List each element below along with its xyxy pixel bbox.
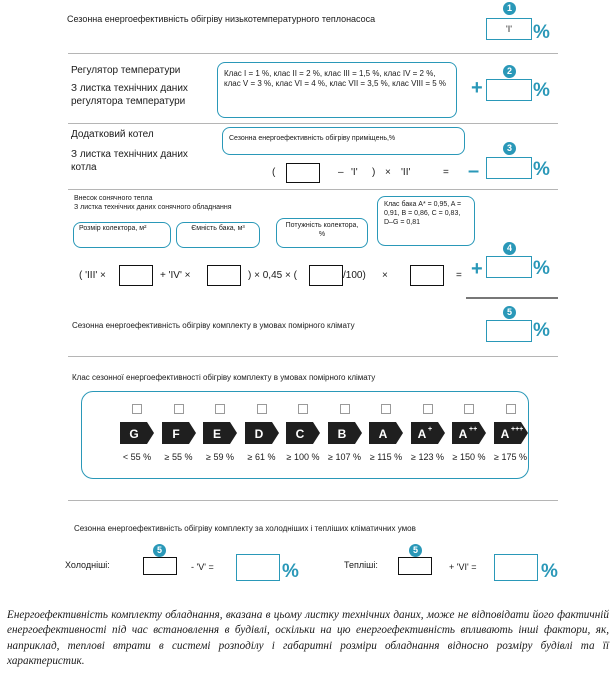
sec3-equals: = xyxy=(443,167,449,178)
sec7-warm-label: Тепліші: xyxy=(344,560,378,570)
warm-value-box[interactable] xyxy=(494,554,538,581)
class-arrow-Aplusplus xyxy=(452,422,486,444)
class-threshold: ≥ 100 % xyxy=(286,452,320,462)
sec1-title: Сезонна енергоефективність обігріву низькотемпературного теплонасоса xyxy=(67,14,376,24)
class-checkbox[interactable] xyxy=(132,404,142,414)
sec7-cold-label: Холодніші: xyxy=(65,560,110,570)
class-threshold: ≥ 59 % xyxy=(206,452,234,462)
class-threshold: < 55 % xyxy=(122,452,152,462)
sec3-times: × xyxy=(385,167,391,178)
cold-input[interactable] xyxy=(143,557,177,575)
class-arrow-Aplusplusplus xyxy=(494,422,528,444)
badge-3: 3 xyxy=(503,142,516,155)
sec4-title: Внесок сонячного тепла xyxy=(74,195,153,202)
badge-5: 5 xyxy=(503,306,516,319)
badge-2: 2 xyxy=(503,65,516,78)
class-checkbox[interactable] xyxy=(298,404,308,414)
sec4-plus: + xyxy=(471,258,483,280)
sec6-class-frame xyxy=(81,391,529,479)
sec2-value-box[interactable] xyxy=(486,79,532,101)
sec3-pct: % xyxy=(533,159,550,180)
sec2-subtitle: З листка технічних даних регулятора температури xyxy=(71,83,188,107)
divider-2 xyxy=(68,123,558,124)
divider-6 xyxy=(68,500,558,501)
sec3-open-paren: ( xyxy=(272,167,276,178)
sec4-tank-volume-input[interactable] xyxy=(207,265,241,286)
sec7-cold-op: - 'V' = xyxy=(191,562,214,572)
class-checkbox[interactable] xyxy=(464,404,474,414)
class-arrow-Aplus xyxy=(411,422,445,444)
badge-4: 4 xyxy=(503,242,516,255)
sec7-warm-op: + 'VI' = xyxy=(449,562,477,572)
sec4-f6: = xyxy=(456,270,462,281)
class-threshold: ≥ 107 % xyxy=(328,452,361,462)
class-plus: +++ xyxy=(510,426,523,433)
sec4-collector-size-input[interactable] xyxy=(119,265,153,286)
cold-value-box[interactable] xyxy=(236,554,280,581)
sec4-subtitle: З листка технічних даних сонячного обладнання xyxy=(74,204,232,211)
class-arrow-F xyxy=(162,422,196,444)
divider-5 xyxy=(68,356,558,357)
badge-5-cold: 5 xyxy=(153,544,166,557)
sec5-pct: % xyxy=(533,320,550,341)
sec4-f5: × xyxy=(382,270,388,281)
class-arrow-A xyxy=(369,422,403,444)
sec1-pct: % xyxy=(533,22,550,43)
class-plus: ++ xyxy=(469,426,478,433)
divider-3 xyxy=(68,189,558,190)
sec3-roman-1: 'I' xyxy=(351,167,358,178)
class-letter: A xyxy=(417,427,426,441)
class-arrow-G xyxy=(120,422,154,444)
class-checkbox[interactable] xyxy=(381,404,391,414)
sec3-boiler-input[interactable] xyxy=(286,163,320,183)
sec3-minus-text: – xyxy=(338,167,344,178)
sec7-warm-pct: % xyxy=(541,561,558,582)
class-arrow-D xyxy=(245,422,279,444)
sec3-boiler-efficiency-bubble: Сезонна енергоефективність обігріву приміщень,% xyxy=(222,127,465,155)
sec2-pct: % xyxy=(533,80,550,101)
class-threshold: ≥ 61 % xyxy=(247,452,276,462)
class-letter: D xyxy=(254,427,263,441)
sec4-collector-power-bubble: Потужність колектора, % xyxy=(276,218,368,248)
class-checkbox[interactable] xyxy=(506,404,516,414)
class-arrow-C xyxy=(286,422,320,444)
sec1-value-box[interactable] xyxy=(486,18,532,40)
sec3-close-paren: ) xyxy=(372,167,376,178)
sec4-tank-volume-bubble: Ємність бака, м³ xyxy=(176,222,260,248)
class-letter: E xyxy=(212,427,222,441)
class-letter: A xyxy=(378,427,388,441)
divider-1 xyxy=(68,53,558,54)
class-checkbox[interactable] xyxy=(257,404,267,414)
class-checkbox[interactable] xyxy=(174,404,184,414)
sec4-tank-class-bubble: Клас бака A* = 0,95, A = 0,91, B = 0,86, C = 0,83, D–G = 0,81 xyxy=(377,196,475,246)
sec4-collector-power-input[interactable] xyxy=(309,265,343,286)
class-checkbox[interactable] xyxy=(340,404,350,414)
sec4-collector-size-bubble: Розмір колектора, м² xyxy=(73,222,171,248)
class-checkbox[interactable] xyxy=(215,404,225,414)
sec5-title: Сезонна енергоефективність обігріву комплекту в умовах помірного клімату xyxy=(72,321,355,330)
class-checkbox[interactable] xyxy=(423,404,433,414)
sec4-f3: ) × 0,45 × ( xyxy=(248,270,297,281)
sec4-pct: % xyxy=(533,258,550,279)
sec4-f4: /100) xyxy=(343,270,366,281)
class-threshold: ≥ 123 % xyxy=(411,452,444,462)
class-plus: + xyxy=(427,426,432,433)
badge-5-warm: 5 xyxy=(409,544,422,557)
class-letter: A xyxy=(500,427,509,441)
sec3-minus: – xyxy=(468,160,480,182)
class-arrow-B xyxy=(328,422,362,444)
class-threshold: ≥ 115 % xyxy=(369,452,403,462)
class-letter: G xyxy=(129,427,139,441)
class-threshold: ≥ 55 % xyxy=(164,452,193,462)
sec4-f2: + 'IV' × xyxy=(160,270,191,281)
sec7-title: Сезонна енергоефективність обігріву комплекту за холодніших і тепліших кліматичних умов xyxy=(74,524,416,533)
sec6-title: Клас сезонної енергоефективності обігріву комплекту в умовах помірного клімату xyxy=(72,373,376,382)
sec1-box-label: 'I' xyxy=(506,24,512,34)
class-letter: B xyxy=(337,427,346,441)
sec4-f1: ( 'III' × xyxy=(79,270,106,281)
sec4-value-box[interactable] xyxy=(486,256,532,278)
class-threshold: ≥ 150 % xyxy=(452,452,486,462)
footer-note: Енергоефективність комплекту обладнання, вказана в цьому листку технічних даних, може не відповідати його фактичній енергоефективності під час встановлення в будівлі, оскільки на цю енергоефективність впливають інші фактори, як, наприклад, теплові втрати в системі розподілу і габаритні розміри обладнання відносно розміру будівлі та її характеристик. xyxy=(7,609,609,668)
class-threshold: ≥ 175 % xyxy=(494,452,527,462)
class-letter: A xyxy=(458,427,468,441)
sec3-value-box[interactable] xyxy=(486,157,532,179)
sec2-plus: + xyxy=(471,77,483,99)
sec3-title: Додатковий котел xyxy=(71,129,154,140)
sec2-title: Регулятор температури xyxy=(71,65,181,76)
class-letter: C xyxy=(295,427,305,441)
class-letter: F xyxy=(171,427,180,441)
sec3-roman-2: 'II' xyxy=(401,167,411,178)
sec5-value-box[interactable] xyxy=(486,320,532,342)
sec2-thermostat-classes-bubble: Клас I = 1 %, клас II = 2 %, клас III = 1,5 %, клас IV = 2 %, клас V = 3 %, клас VI = 4 %, клас VII = 3,5 %, клас VIII = 5 % xyxy=(217,62,457,118)
sec7-cold-pct: % xyxy=(282,561,299,582)
sec3-subtitle: З листка технічних даних котла xyxy=(71,149,188,173)
sum-line xyxy=(466,297,558,299)
warm-input[interactable] xyxy=(398,557,432,575)
sec4-tank-class-input[interactable] xyxy=(410,265,444,286)
badge-1: 1 xyxy=(503,2,516,15)
class-arrow-E xyxy=(203,422,237,444)
